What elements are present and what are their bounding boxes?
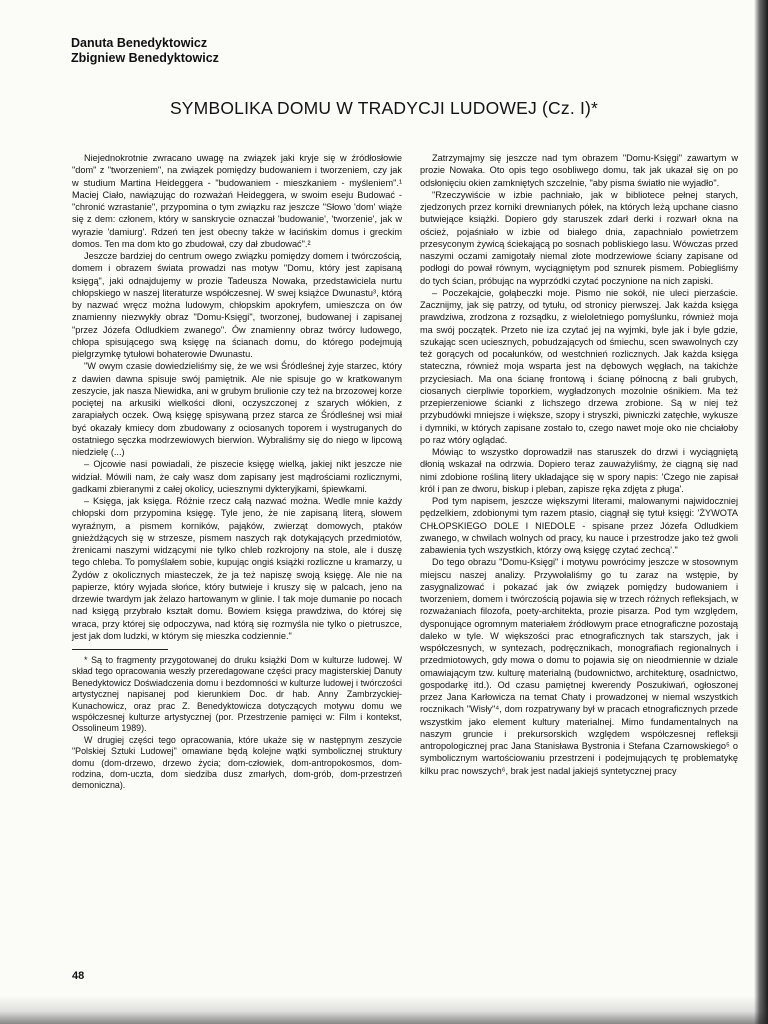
footnote: * Są to fragmenty przygotowanej do druku książki Dom w kulturze ludowej. W skład tego opracowania weszły przeredagowane części pracy magisterskiej Danuty Benedyktowicz Doświadczenia domu i bezdomności w kulturze ludowej i twórczości artystycznej napisanej pod kierunkiem Doc. dr hab. Anny Zambrzyckiej-Kunachowicz, oraz prac Z. Benedyktowicza dotyczących motywu domu we współczesnej kulturze artystycznej (por. Przestrzenie pamięci w: Film i kontekst, Ossolineum 1989). [72,655,402,734]
quote-paragraph: "Rzeczywiście w izbie pachniało, jak w bibliotece pełnej starych, zjedzonych przez korniki drewnianych półek, na których leżą upchane ciasno butwiejące książki. Dopiero gdy staruszek zdarł derki i rozwarł okna na oścież, pojaśniało w izbie od białego dnia, zapachniało powietrzem przesyconym żywicą ściekającą po sosnach pobliskiego lasu. Wówczas przed naszymi oczami zamigotały niemal złote modrzewiowe ściany zapisane od podłogi do pował równym, wyciągniętym pod sznurek pismem. Pobiegliśmy do tych ścian, próbując na wyprzódki czytać poczynione na nich zapiski. [420,189,738,286]
paragraph: Do tego obrazu "Domu-Księgi" i motywu powrócimy jeszcze w stosownym miejscu naszej analizy. Przywołaliśmy go tu zaraz na wstępie, by zasygnalizować i pokazać jak ów związek pomiędzy budowaniem i tworzeniem, domem i twórczością pojawia się w trzech różnych refleksjach, w rozważaniach filozofa, poety-architekta, prozie pisarza. Pod tym względem, dysponujące ogromnym materiałem źródłowym prace etnograficzne pozostają daleko w tyle. W większości prac etnograficznych tak starszych, jak i współczesnych, w syntezach, podręcznikach, monografiach regionalnych i przedmiotowych, gdy mowa o domu to pojawia się on nieodmiennie w dziale omawiającym tzw. kulturę materialną (budownictwo, architekturę, osadnictwo, gospodarkę itd.). Od czasu pamiętnej kwerendy Poszukiwań, ogłoszonej przez Jana Karłowicza na temat Chaty i prowadzonej w niemal wszystkich rocznikach "Wisły"⁴, dom rozpatrywany był w pracach etnograficznych przede wszystkim jako element kultury materialnej. Mimo fundamentalnych na naszym gruncie i prekursorskich względem współczesnej refleksji antropologicznej prac Jana Stanisława Bystronia i Stefana Czarnowskiego⁵ o symbolicznym wartościowaniu przestrzeni i podejmujących tę problematykę kilku prac nowszych⁶, brak jest nadal jakiejś syntetycznej pracy [420,557,738,776]
paragraph: Mówiąc to wszystko doprowadził nas staruszek do drzwi i wyciągniętą dłonią wskazał na odrzwia. Dopiero teraz zauważyliśmy, że ciągną się nad nimi zdobione rośliną litery układające się w spory napis: 'Czego nie zapisał król i pan ze dworu, biskup i pleban, zapisze ręka zdjęta z pługa'. [420,447,738,494]
scan-bottom-shadow [0,996,768,1024]
article-title: SYMBOLIKA DOMU W TRADYCJI LUDOWEJ (Cz. I)* [169,98,599,118]
page-number: 48 [72,970,85,982]
paragraph: Niejednokrotnie zwracano uwagę na związek jaki kryje się w źródłosłowie "dom" z "tworzeniem", na związek pomiędzy budowaniem i tworzeniem, czy jak w studium Martina Heideggera - "budowaniem - mieszkaniem - myśleniem".¹ Maciej Ciało, nawiązując do rozważań Heideggera, w swoim eseju Budować - "chronić wzrastanie", przypomina o tym związku raz jeszcze "Słowo 'dom' wiąże się z dem: członem, który w sanskrycie oznaczał 'budowanie', 'tworzenie', jak w wyrazie 'damiurg'. Rdzeń ten jest obecny także w łacińskim domus i greckim domos. Ten ma dom kto go zbudował, czy dał zbudować".² [72,153,402,249]
footnote-divider [72,649,168,650]
authors [71,36,219,66]
paragraph: Zatrzymajmy się jeszcze nad tym obrazem "Domu-Księgi" zawartym w prozie Nowaka. Oto opis tego osobliwego domu, tak jak ukazał się on po odsłonięciu okien zamkniętych szczelnie, "aby pisma światło nie wyjadło". [420,153,738,188]
dialogue-paragraph: – Ojcowie nasi powiadali, że piszecie księgę wielką, jakiej nikt jeszcze nie widział. Mówili nam, że cały wasz dom zapisany jest mądrościami rozlicznymi, gadkami zbieranymi z całej okolicy, uciesznymi dykteryjkami, śpiewkami. [72,459,402,494]
left-column [72,152,402,792]
author-name: Zbigniew Benedyktowicz [71,51,219,65]
author-name: Danuta Benedyktowicz [71,36,208,50]
footnote: W drugiej części tego opracowania, które ukaże się w następnym zeszycie "Polskiej Sztuki Ludowej" omawiane będą kolejne wątki symbolicznej struktury domu (dom-drzewo, drzewo życia; dom-człowiek, dom-antropokosmos, dom-rodzina, dom-uczta, dom siedziba dusz zmarłych, dom-grób, dom-przestrzeń demoniczna). [72,734,402,791]
paragraph: Pod tym napisem, jeszcze większymi literami, malowanymi najwidoczniej pędzelkiem, zdobionymi tym razem ptasio, ciągnął się tytuł księgi: 'ŻYWOTA CHŁOPSKIEGO DOLE I NIEDOLE - spisane przez Józefa Odludkiem zwanego, w chwilach wolnych od pracy, ku nauce i przestrodze jako też gwoli zabawienia tych wszystkich, którzy ową księgę czytać zechcą'." [420,496,738,555]
quote-paragraph: "W owym czasie dowiedzieliśmy się, że we wsi Śródleśnej żyje starzec, który z dawien dawna spisuje swój pamiętnik. Ale nie spisuje go w kratkowanym zeszycie, jak nasza Niewidka, ani w grubym brulionie czy też na brzozowej korze pociętej na arkusiki wielkości dłoni, oczyszczonej z szarych włókien, z zarapiałych oczek. Ową księgę spisywaną przez starca ze Śródleśnej wsi miał być okazały kmiecy dom zbudowany z ociosanych toporem i wystruganych do ostatniego sęczka modrzewiowych bierwion. Wybraliśmy się do niego w lipcową niedzielę (...) [72,361,402,457]
dialogue-paragraph: – Poczekajcie, gołąbeczki moje. Pismo nie sokół, nie uleci pierzaście. Zacznijmy, jak się patrzy, od tytułu, od stronicy pierwszej. Jak każda księga prawdziwa, zrodzona z rozsądku, z wieloletniego pomyślunku, również moja ma swój początek. Przeto nie iza czytać jej na wyjmki, byle jak i byle gdzie, szukając scen uciesznych, pobudzających od śmiechu, scen swawolnych czy też gorących od pocałunków, od westchnień rozlicznych. Jak każda księga stateczna, również moja wsparta jest na dębowych węgłach, na takichże przyciesiach. Ma ona ścianę frontową i ścianę północną z bali grubych, ciosanych cierpliwie toporkiem, wygładzonych mozolnie ośnikiem. Ma też przepierzeniowe ścianki z lichszego drzewa zrobione. Są w niej też przybudówki mniejsze i większe, szopy i stryszki, piwniczki zatęchłe, wykusze i dymniki, w których zapisane zostało to, czego nawet moje oko nie chciałoby po raz wtóry oglądać. [420,287,738,445]
scan-edge-shadow [754,0,768,1024]
dialogue-paragraph: – Księga, jak księga. Różnie rzecz całą nazwać można. Wedle mnie każdy chłopski dom przypomina księgę. Tyle jeno, że nie zapisaną literą, słowem wyraźnym, a pismem korników, pająków, zwierząt domowych, ptaków gnieżdżących się w strzesze, pismem naszych rąk dotykających przedmiotów, żrenicami naszymi widzącymi nie tylko chleb rozkrojony na stole, ale i duszę tego chleba. To pomyślałem sobie, kupując ongiś książki rozliczne u kramarzy, u Żydów z okolicznych miasteczek, że ja też napiszę swoją księgę. Ale nie na papierze, który wyjada słońce, który butwieje i kruszy się w palcach, jeno na drzewie twardym jak żelazo hartowanym w glinie. I tak moje dumanie po nocach nad księgą przybrało kształt domu. Bowiem księga prawdziwa, do której się wraca, przy której się odpoczywa, nad którą się rozmyśla nie tylko o pietruszce, jest jak dom ludzki, w którym się mieszka codziennie." [72,496,402,641]
right-column [420,152,738,777]
paragraph: Jeszcze bardziej do centrum owego związku pomiędzy domem i twórczością, domem i obrazem świata prowadzi nas motyw "Domu, który jest zapisaną księgą", jaki odnajdujemy w prozie Tadeusza Nowaka, przedstawiciela nurtu chłopskiego w naszej literaturze współczesnej. W swej książce Dwunastu³, którą by nazwać wręcz można ludowym, chłopskim apokryfem, umieszcza on ów znamienny niezwykły obraz "Domu-Księgi", tworzonej, budowanej i zapisanej "przez Józefa Odludkiem zwanego". Ów znamienny obraz twórcy ludowego, chłopa spisującego swą księgę na ścianach domu, do którego podejmują pielgrzymkę tytułowi bohaterowie Dwunastu. [72,251,402,359]
